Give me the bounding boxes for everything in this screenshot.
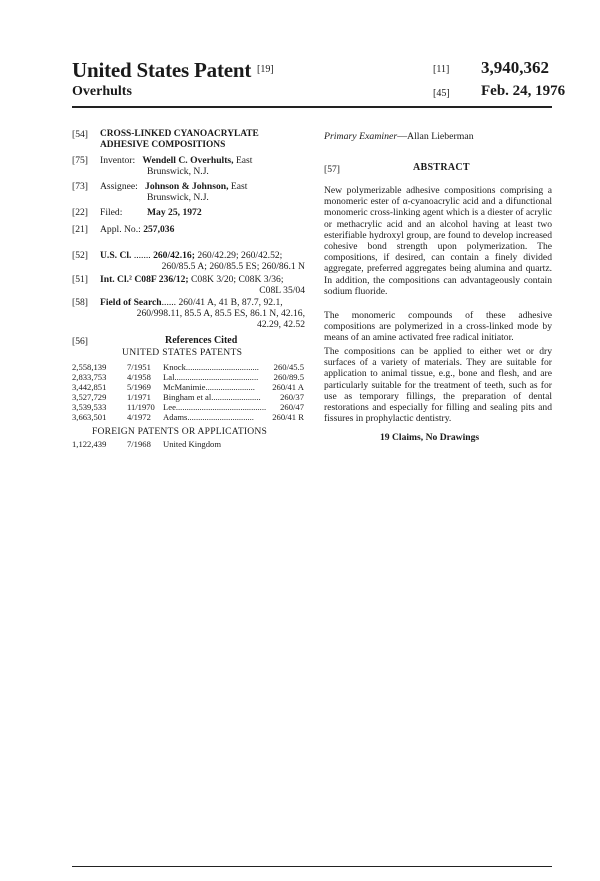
- ref-number: 2,833,753: [72, 372, 107, 382]
- ref-name: Lal.......................................: [163, 372, 259, 382]
- inid-code-11: [11]: [433, 64, 450, 75]
- reference-row: [72, 392, 304, 402]
- ref-class: 260/37: [280, 392, 304, 402]
- foreign-patents-heading: FOREIGN PATENTS OR APPLICATIONS: [92, 426, 268, 437]
- field-label: Filed:: [100, 207, 123, 218]
- us-class-field: [100, 250, 305, 272]
- inventor-field: [100, 155, 305, 177]
- reference-row: [72, 372, 304, 382]
- field-label: Field of Search: [100, 297, 162, 308]
- ref-class: 260/41 R: [272, 412, 304, 422]
- appl-number: 257,036: [143, 224, 175, 235]
- filed-date: May 25, 1972: [147, 207, 202, 218]
- patent-date: Feb. 24, 1976: [481, 83, 566, 99]
- patent-number: 3,940,362: [481, 58, 549, 77]
- ref-name: Knock..................................: [163, 362, 259, 372]
- assignee-location-line: Brunswick, N.J.: [147, 192, 209, 204]
- ref-date: 1/1971: [127, 392, 151, 402]
- int-class-field: [100, 274, 305, 296]
- invention-title-line: ADHESIVE COMPOSITIONS: [100, 140, 226, 151]
- inid-code: [54]: [72, 129, 88, 140]
- reference-row: [72, 402, 304, 412]
- ref-number: 3,663,501: [72, 412, 107, 422]
- search-classes-line: 42.29, 42.52: [257, 319, 305, 331]
- abstract-title: ABSTRACT: [413, 162, 470, 173]
- ref-number: 3,442,851: [72, 382, 107, 392]
- inid-code: [51]: [72, 274, 88, 285]
- us-class-secondary: 260/42.29; 260/42.52;: [197, 250, 283, 261]
- examiner-name: —Allan Lieberman: [397, 131, 474, 142]
- int-class-line: C08L 35/04: [259, 285, 305, 297]
- ref-date: 5/1969: [127, 382, 151, 392]
- inid-code: [21]: [72, 224, 88, 235]
- primary-examiner: [324, 131, 474, 142]
- assignee-location: East: [230, 181, 248, 192]
- field-label: Inventor:: [100, 155, 136, 166]
- inid-code: [58]: [72, 297, 88, 308]
- ref-name: Bingham et al.......................: [163, 392, 261, 402]
- inid-code-19: [19]: [257, 64, 274, 75]
- reference-row: [72, 412, 304, 422]
- us-class-line: 260/85.5 A; 260/85.5 ES; 260/86.1 N: [161, 261, 305, 273]
- assignee-name: Johnson & Johnson,: [145, 181, 229, 192]
- invention-title-line: CROSS-LINKED CYANOACRYLATE: [100, 129, 259, 139]
- us-patents-heading: UNITED STATES PATENTS: [122, 347, 243, 358]
- inventor-location-line: Brunswick, N.J.: [147, 166, 209, 178]
- inid-code: [73]: [72, 181, 88, 192]
- field-label: Appl. No.:: [100, 224, 141, 235]
- reference-row: [72, 362, 304, 372]
- invention-title: [100, 129, 305, 151]
- ref-number: 2,558,139: [72, 362, 107, 372]
- search-classes: ...... 260/41 A, 41 B, 87.7, 92.1,: [161, 297, 283, 308]
- ref-name: McManimie.......................: [163, 382, 255, 392]
- references-title: References Cited: [165, 335, 238, 346]
- ref-country: United Kingdom: [163, 439, 222, 449]
- ref-date: 11/1970: [127, 402, 155, 412]
- ref-class: 260/45.5: [273, 362, 304, 372]
- ref-number: 3,527,729: [72, 392, 107, 402]
- inid-code-45: [45]: [433, 88, 450, 99]
- ref-date: 4/1972: [127, 412, 151, 422]
- inventor-name: Wendell C. Overhults,: [142, 155, 234, 166]
- ref-class: 260/47: [280, 402, 304, 412]
- ref-class: 260/89.5: [273, 372, 304, 382]
- search-classes-line: 260/998.11, 85.5 A, 85.5 ES, 86.1 N, 42.16,: [136, 308, 305, 320]
- ref-date: 4/1958: [127, 372, 151, 382]
- ref-name: Lee..........................................: [163, 402, 267, 412]
- field-label: Assignee:: [100, 181, 138, 192]
- inventor-location: East: [235, 155, 253, 166]
- ref-date: 7/1951: [127, 362, 151, 372]
- ref-name: Adams...............................: [163, 412, 254, 422]
- abstract-paragraph: The monomeric compounds of these adhesive compositions are polymerized in a cross-linked mode by means of an amine activated free radical initiator.: [324, 310, 552, 344]
- reference-row: [72, 382, 304, 392]
- examiner-label: Primary Examiner: [324, 131, 398, 142]
- claims-summary: 19 Claims, No Drawings: [380, 432, 480, 443]
- field-of-search: [100, 297, 305, 331]
- field-label: U.S. Cl.: [100, 250, 132, 261]
- ref-number: 3,539,533: [72, 402, 107, 412]
- ref-class: 260/41 A: [272, 382, 304, 392]
- inid-code-57: [57]: [324, 164, 340, 175]
- appl-no-field: [100, 224, 305, 235]
- field-label: Int. Cl.²: [100, 274, 132, 285]
- ref-date: 7/1968: [127, 439, 151, 449]
- inid-code: [22]: [72, 207, 88, 218]
- int-class-secondary: C08K 3/20; C08K 3/36;: [191, 274, 284, 285]
- footer-rule: [72, 866, 552, 867]
- int-class-primary: C08F 236/12;: [134, 274, 189, 285]
- inventor-surname: Overhults: [72, 84, 132, 99]
- abstract-paragraph: The compositions can be applied to either wet or dry surfaces of a variety of materials. They are suitable for application to animal tissue, e.g., bone and flesh, and are particularly suitable for the treatment of teeth, such as for use as temporary fillings, the preparation of dental restorations and especially for filling and sealing pits and fissures in prophylactic dentistry.: [324, 346, 552, 425]
- leader-dots: .......: [133, 250, 151, 261]
- header-rule: [72, 106, 552, 108]
- inid-code: [52]: [72, 250, 88, 261]
- us-class-primary: 260/42.16;: [153, 250, 195, 261]
- abstract-paragraph: New polymerizable adhesive compositions comprising a monomeric ester of α-cyanoacrylic acid and a difunctional monomeric cross-linking agent which is a diester of acrylic or methacrylic acid and an alcohol having at least two esterifiable hydroxyl group, are found to develop increased cohesive bond strength upon polymerization. The compositions, if desired, can contain a finely divided aggregate, preferred aggregates being alumina and quartz. In addition, the compositions can advantageously contain sodium fluoride.: [324, 185, 552, 297]
- filed-field: [100, 207, 305, 218]
- assignee-field: [100, 181, 305, 203]
- patent-title: United States Patent: [72, 58, 252, 82]
- ref-number: 1,122,439: [72, 439, 107, 449]
- inid-code: [75]: [72, 155, 88, 166]
- inid-code: [56]: [72, 336, 88, 347]
